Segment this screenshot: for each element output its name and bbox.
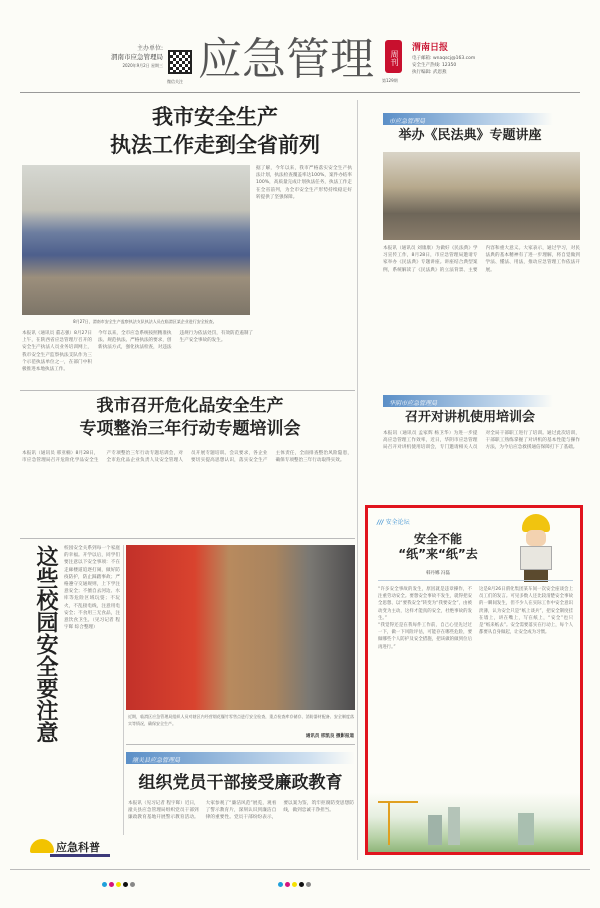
forum-tag: /// 安全论坛 [377,519,410,526]
section-label-tongguan: 潼关县应急管理局 [126,752,355,764]
lead-body-col1: 本报讯（通讯员 董志强）8月27日上午，在陕西省应急管理厅召开的安全生产执法人员业务培训网上，我市安全生产监察执法支队作为三个示范执法单位之一，在部门中积极推进本地执法工作。 [22,331,92,373]
training-body: 本报讯（通讯员 邢亚楠）8月28日，市应急管理局召开危险化学品安全生产专项整治三年行动专题培训会，对全市危化品企业负责人及安全管理人员开展专题培训。会议要求，各企业要切实提高思想认识，落实安全生产主体责任，全面排查整治风险隐患，确保专项整治三年行动取得实效。 [22,451,352,464]
science-logo-text: 应急科普 [56,841,100,854]
email: 电子邮箱: wnaqscj@163.com [412,56,476,61]
paper-logo: 渭南日报 [412,43,449,53]
worker-illustration [508,514,568,584]
law-headline: 举办《民法典》专题讲座 [398,128,542,143]
law-photo [383,152,580,240]
forum-headline-line1: 安全不能 [413,532,462,546]
logo-underline [50,854,110,857]
science-logo [30,835,120,859]
masthead-title: 应急管理 [198,34,374,85]
campus-headline: 这些校园安全要注意 [33,545,58,743]
executive-editor: 执行编辑: 武恩燕 [412,70,447,75]
worker-document [520,546,552,570]
sponsor-label: 主办单位: [136,45,163,52]
hotline: 安全生产热线: 12350 [412,63,457,68]
party-headline: 组织党员干部接受廉政教育 [138,773,343,793]
campus-body: 校园安全关系到每一个家庭的幸福。开学以后，同学们要注意以下安全事项：不在走廊楼道追逐打闹，做好防疫防护，防止踩踏事故；严格遵守交通规则，上下学注意安全；不擅自去河边、水库等危险区域玩耍；不玩火，不乱接电线，注意用电安全；不食用三无食品，注意饮食卫生。（见习记者 程宇晖 综合整理） [64,546,120,631]
law-body: 本报讯（通讯员 刘康康）为做好《民法典》学习宣传工作，8月28日，市应急管理局邀请专家举办《民法典》专题讲座。讲座结合典型案例，系统解读了《民法典》的立法背景、主要内容和重大意义。大家表示，通过学习，对民法典的基本精神有了进一步理解，将自觉做到学法、懂法、用法，推动应急管理工作依法开展。 [383,246,580,273]
inspection-caption: 近期，临渭区应急管理局组织人员对辖区内经营烟花爆竹零售点进行安全检查，重点检查库存储存、消防器材配备、安全制度落实等情况，确保安全生产。 [128,714,354,726]
section-label-huayin: 华阴市应急管理局 [383,395,553,407]
forum-paragraph: 这是8月26日渭化集团某车间一次安全座谈会上员工们的发言。可见多数人还比较清楚安全事故的一瞬间发生，但不少人在实际工作中安全意识淡薄，认为安全只是“纸上谈兵”，把安全制度挂在墙上，讲在嘴上，写在纸上，“安全”也只是“纸来纸去”。安全需要落实在行动上，每个人都要从自身做起，让安全成为习惯。 [479,587,573,636]
inspection-rule [126,744,355,745]
contact-block [412,55,475,76]
section-label-city: 市应急管理局 [383,113,553,125]
building [518,813,534,845]
crane-icon [388,801,390,845]
training-headline-line1: 我市召开危化品安全生产 [96,396,284,416]
lead-photo [22,165,250,315]
helmet-icon [30,839,54,853]
lead-headline [90,103,340,159]
registration-marks [102,872,137,891]
sponsor: 渭南市应急管理局 [111,53,163,61]
forum-rule [378,580,573,581]
qr-caption: 微信关注 [167,79,183,84]
worker-face [526,530,546,546]
lead-caption: 8月27日，渭南市安全生产监察执法支队执法人员在临渭区某企业进行安全检查。 [73,319,217,324]
party-body: 本报讯（见习记者 程宇晖）近日，潼关县应急管理局组织党员干部到廉政教育基地开展警示教育活动。大家参观了“廉洁风范”展览，观看了警示教育片，深刻认识到廉洁自律的重要性。党员干部纷纷表示，要以案为鉴，筑牢拒腐防变思想防线，做到忠诚干净担当。 [128,801,354,821]
registration-marks [278,872,313,891]
forum-paragraph: “我觉得还是在我每件工作前，自己心里先过过一下，做一下风险评估，可能存在哪些危险，要做哪些个人防护及安全措施，把该做的做到位后再进行。” [378,623,472,650]
weekly-badge: 周刊 [385,40,402,73]
campus-divider [123,545,124,835]
forum-headline-line2: “纸”来“纸”去 [398,547,478,561]
forum-paragraph: “许多安全事故的发生，原因就是违章操作，不注重劳动安全。要想安全事故不发生，就得把安全思想、以“要我安全”转变为“我要安全”，由被动变为主动，这样才能真的安全，杜绝事故的发生。” [378,587,472,621]
issue-number: 第129期 [382,78,398,83]
lead-body-col2: 今年以来，全市应急系统按照精准执法、规范执法、严格执法的要求，创新执法方式，强化执法检查，对违法违规行为依法处罚，有效防范遏制了生产安全事故的发生。 [98,331,253,351]
training-rule [20,538,355,539]
building [428,815,442,845]
forum-headline [378,532,498,562]
forum-body [378,586,573,791]
building [448,807,460,845]
training-headline [40,395,340,441]
radio-body: 本报讯（通讯员 孟家辉 杨卫华）为进一步提高应急管理工作效率，近日，华阴市应急管理局召开对讲机使用培训会，专门邀请相关人员对全局干部职工进行了培训。通过此次培训，干部职工熟练掌握了对讲机的基本性能与操作方法，为今后应急救援通信保障打下了基础。 [383,431,580,451]
lead-headline-line2: 执法工作走到全省前列 [110,133,320,157]
column-divider [357,100,358,860]
lead-headline-line1: 我市安全生产 [152,105,278,129]
qr-code [168,50,192,74]
lead-rule [20,390,355,391]
lead-body-side: 据了解，今年以来，我市严格落实安全生产执法计划，执法检查覆盖率达100%，案件办结率100%，高质量完成计划执法任务，执法工作走在全省前列，为全市安全生产形势持续稳定好转提供了坚强保障。 [256,166,352,200]
crane-arm [378,801,418,803]
training-headline-line2: 专项整治三年行动专题培训会 [79,419,301,439]
radio-headline: 召开对讲机使用培训会 [404,410,535,425]
bottom-rule [10,869,590,870]
sponsor-block [93,45,163,69]
city-illustration [368,793,580,852]
forum-author: 韩丹娜 冯磊 [426,571,450,576]
inspection-photo [126,545,355,710]
inspection-credit: 通讯员 邢凯良 摄影报道 [305,734,354,739]
forum-tag-text: 安全论坛 [385,519,410,526]
masthead-rule [20,92,580,93]
issue-date: 2020年9月2日 星期三 [122,63,163,68]
safety-forum-box [365,505,583,855]
